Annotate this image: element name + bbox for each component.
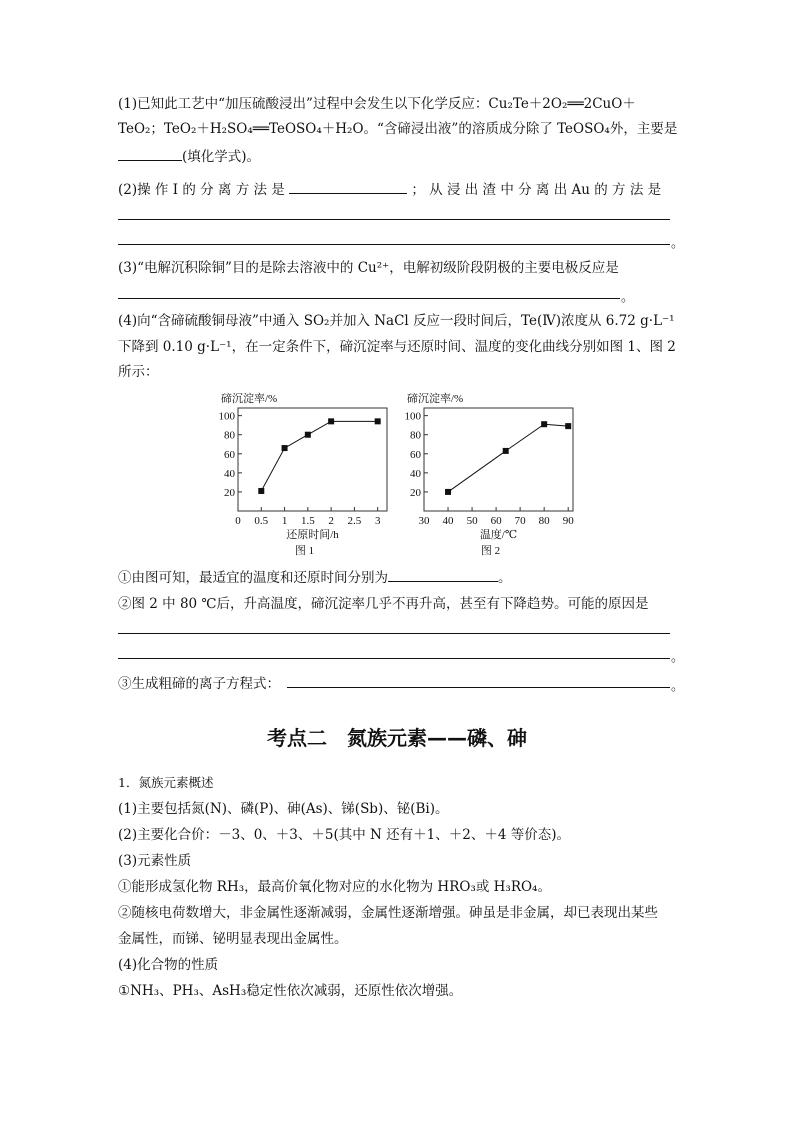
x-tick-label: 2.5 [347,515,362,527]
q3-line1: (3)“电解沉积除铜”目的是除去溶液中的 Cu²⁺，电解初级阶段阴极的主要电极反应是 [118,260,619,276]
period: 。 [671,236,685,251]
x-tick-label: 1 [281,515,288,527]
x-tick-label: 40 [442,515,454,527]
sub1-text: ①由图可知，最适宜的温度和还原时间分别为 [118,570,388,586]
q4-sub1 [118,567,512,587]
x-tick-label: 60 [490,515,502,527]
x-tick-label: 90 [562,515,574,527]
plot-frame [238,408,387,511]
period: 。 [671,650,685,665]
y-tick-label: 20 [224,486,235,499]
data-point [258,488,264,494]
x-axis-label: 还原时间/h [286,529,339,541]
q2-text: (2)操 作 Ⅰ 的 分 离 方 法 是 [118,182,285,198]
series-line [261,421,377,491]
q1-line1: (1)已知此工艺中“加压硫酸浸出”过程中会发生以下化学反应：Cu₂Te＋2O₂══2CuO＋ [118,96,636,112]
section-line: ②随核电荷数增大，非金属性逐渐减弱，金属性逐渐增强。砷虽是非金属，却已表现出某些 [118,905,658,921]
section-line: (4)化合物的性质 [118,957,219,973]
x-tick-label: 0.5 [254,515,269,527]
q4-line1: (4)向“含碲硫酸铜母液”中通入 SO₂并加入 NaCl 反应一段时间后，Te(Ⅳ)浓度从 6.72 g·L⁻¹ [118,313,675,329]
series-line [448,424,568,492]
data-point [565,423,571,429]
y-axis-label: 碲沉淀率/% [407,393,464,405]
x-tick-label: 0 [235,515,241,527]
x-tick-label: 80 [538,515,550,527]
y-tick-label: 20 [410,486,421,499]
section-line: (1)主要包括氮(N)、磷(P)、砷(As)、锑(Sb)、铋(Bi)。 [118,801,449,817]
data-point [445,489,451,495]
x-tick-label: 2 [328,515,334,527]
q4-sub3: ③生成粗碲的离子方程式： [118,676,280,692]
y-axis-label: 碲沉淀率/% [221,393,278,405]
section-line: ①NH₃、PH₃、AsH₃稳定性依次减弱，还原性依次增强。 [118,983,463,999]
data-point [375,418,381,424]
q4-line2: 下降到 0.10 g·L⁻¹，在一定条件下，碲沉淀率与还原时间、温度的变化曲线分别如图 1、图 2 [118,339,676,355]
y-tick-label: 60 [410,448,421,461]
period: 。 [498,570,512,586]
y-tick-label: 40 [410,467,421,480]
section-line: ①能形成氢化物 RH₃，最高价氧化物对应的水化物为 HRO₃或 H₃RO₄。 [118,879,551,895]
x-tick-label: 3 [374,515,381,527]
y-tick-label: 100 [404,410,421,423]
x-axis-label: 温度/℃ [479,529,518,541]
answer-line[interactable] [287,687,670,688]
y-tick-label: 80 [224,429,235,442]
x-tick-label: 1.5 [300,515,315,527]
y-tick-label: 40 [224,467,235,480]
figure-caption: 图 1 [294,545,315,557]
q1-line2: TeO₂；TeO₂＋H₂SO₄══TeOSO₄＋H₂O。“含碲浸出液”的溶质成分除了 TeOSO₄外，主要是 [118,121,678,137]
answer-blank[interactable] [388,567,498,582]
y-tick-label: 100 [218,410,235,423]
section-line: (3)元素性质 [118,853,192,869]
section-line: 1．氮族元素概述 [118,775,214,790]
data-point [541,421,547,427]
section-line: (2)主要化合价：－3、0、＋3、＋5(其中 N 还有＋1、＋2、＋4 等价态)。 [118,827,570,843]
data-point [282,445,288,451]
x-tick-label: 50 [466,515,478,527]
x-tick-label: 30 [418,515,430,527]
y-tick-label: 60 [224,448,235,461]
y-tick-label: 80 [410,429,421,442]
data-point [305,432,311,438]
answer-line[interactable] [118,633,670,634]
q1-hint: (填化学式)。 [182,149,261,165]
q4-line3: 所示： [118,364,159,380]
figure-caption: 图 2 [480,545,501,557]
answer-line[interactable] [118,658,670,659]
period: 。 [671,679,685,694]
x-tick-label: 70 [514,515,526,527]
plot-frame [424,408,573,511]
period: 。 [621,290,635,305]
q2-text2: ； 从 浸 出 渣 中 分 离 出 Au 的 方 法 是 [411,182,662,198]
q4-sub2: ②图 2 中 80 ℃后，升高温度，碲沉淀率几乎不再升高，甚至有下降趋势。可能的原因是 [118,596,649,612]
data-point [328,418,334,424]
section-line: 金属性，而锑、铋明显表现出金属性。 [118,931,348,947]
section-heading: 考点二 氮族元素——磷、砷 [267,726,527,750]
data-point [503,448,509,454]
